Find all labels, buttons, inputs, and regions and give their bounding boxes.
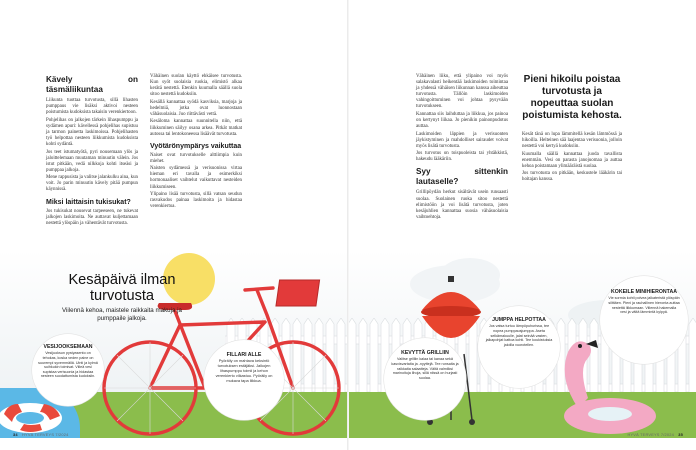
tip-text: Vie sormia kohti polvea jalkateristä ylöspäin silittäen. Pieni ja rauhallinen hieronta auttaa nestettä liikkumaan. Viilennä hakemalla vesi ja vältä lämmintä kylpyä. [608,296,680,315]
page-footer-left [13,432,69,437]
tip-title: JUMPPA HELPOTTAA [492,317,546,323]
article-column-4 [522,74,622,185]
article-column-2 [150,74,242,212]
feature-headline [47,273,197,322]
tip-text: Pyöräily on mahtava keksintö turvotuksen estäjäksi. Jalkojen lihaspumppu toimii ja kehon verenkierto vilkastuu. Pyöräily on mukava tapa liikkua. [215,358,273,383]
page-footer-right [628,432,684,437]
body-paragraph: Laskimoiden läppien ja verisuonten jäykistyminen ja mahdolliset sairaudet voivat myös lisätä turvotusta. [416,131,508,149]
page-gutter [347,0,349,450]
body-paragraph: Jos turvotusta on pitkään, keskustele lääkärin tai hoitajan kanssa. [522,171,622,183]
body-paragraph: Jos teet istumatyötä, pyri nousemaan ylös ja jaloittelemaan muutaman minuutin välein. Jos istut pitkään, vedä nilkkoja kohti itseäsi ja pumppaa jalkoja. [46,149,138,173]
body-paragraph: Kannattaa siis laihduttaa ja liikkua, jos painoa on kertynyt liikaa. Jo pienikin painonpudotus auttaa. [416,111,508,130]
section-heading: Miksi laittaisin tukisukat? [46,198,131,206]
body-paragraph: Grillipöydän herkut sisältävät usein runsaasti suolaa. Suolainen ruoka sitoo nestettä elimistöön ja voi lisätä turvotusta, joten kesäjuhlien kannattaa suosia vähäsuolaisia vaihtoehtoja. [416,190,508,220]
tip-title: FILLARI ALLE [226,352,262,358]
body-paragraph: Naiset ovat turvotukselle alttiimpia kuin miehet. [150,152,242,164]
article-column-1 [46,74,138,228]
body-paragraph: Jos tukisukat nousevat tarpeeseen, ne tukevat jalkojen laskimoita. Ne auttavat kuljettamaan nestettä ylöspäin ja vähentävät turvotusta. [46,208,138,226]
body-paragraph: Kesät tänä on lupa lämmitellä kesän lämmössä ja hikoilla. Helteinen sää laajentaa verisuonia, jolloin nestettä voi kertyä kudoksiin. [522,132,622,150]
body-paragraph: Naisten sydämessä ja verisuonissa virtaa hieman eri tavalla ja esimerkiksi hormonaaliset vaihtelut vaikuttavat nesteiden liikkumiseen. [150,166,242,190]
tip-bubble-grilli [384,338,466,420]
tip-bubble-fillari [204,340,284,420]
body-paragraph: Kuumalla säällä kannattaa juoda tavallista enemmän. Vesi on parasta janojuomaa ja auttaa kehoa poistamaan ylimääräistä suolaa. [522,151,622,169]
article-column-3 [416,74,508,222]
tip-text: Valitse grilliin kalaa tai kanaa sekä kasvisvartaita ja -nyyttejä. Tee runsaita ja raikkaita salaatteja. Vältä valmiiksi marinoituja lihoja, sillä niissä on hurjasti suolaa. [391,357,459,380]
pull-quote: Pieni hikoilu poistaa turvotusta ja nopeuttaa suolan poistumista kehosta. [522,74,622,121]
section-heading: Vyötärönympärys vaikuttaa [150,142,242,150]
body-paragraph: Ylipaino lisää turvotusta, sillä vatsan seudun rasvakudos painaa laskimoita ja hidastaa verenkiertoa. [150,192,242,210]
body-paragraph: Pohjelihas on jalkojen tärkein lihaspumppu ja sydämen apuri: kävellessä pohjelihas supistuu ja tarmon painetta laskimoissa. Pohjelihasten työ helpottaa nesteen liikkumista kudoksista kohti sydäntä. [46,117,138,148]
body-paragraph: Jos turvotus on toispuoleista tai yhtäkkistä, hakeudu lääkäriin. [416,151,508,163]
body-paragraph: Vähäinen liiku, että ylipaino voi myös salakavalasti heikentää laskimoiden toimintaa ja yhdessä vähäisen liikunnan kanssa aiheuttaa turvotusta. Tällöin laskimoiden vahingoittuminen voi johtaa pysyvään turvotukseen. [416,74,508,110]
page-number: 35 [678,432,683,437]
page-number: 34 [13,432,18,437]
tip-bubble-vesijooksu [32,334,104,406]
magazine-name: HYVÄ TERVEYS 7/2024 [627,432,674,437]
tip-bubble-jumppa [478,306,560,388]
tip-title: KOKEILE MINIHIERONTAA [611,289,677,295]
feature-subtitle: Viilennä kehoa, maistele raikkaita makuja ja pumppaile jalkoja. [62,307,182,322]
tip-text: Jos vatsa turtuu lämpöpuhurissa, tee nopea pumppausjumppa. Aseta selkämakuulle, jalat seinää vasten, jalkapohjat kattoa kohti. Tee koukistuksia jaloilla vuorotellen. [485,324,553,347]
tip-title: VESIJOOKSEMAAN [43,344,93,350]
body-paragraph: Vähäinen suolan käyttö ehkäisee turvotusta. Kun syöt suolaisia ruokia, elimistö alkaa kerätä nestettä. Etenkin kuumalla säällä suola sitoo nestettä kudoksiin. [150,74,242,98]
tip-title: KEVYTTÄ GRILLIIN [401,350,449,356]
section-heading: Syy sittenkin lautaselle? [416,167,508,187]
body-paragraph: Kesäloma kannattaa suunnitella niin, että liikkuminen säilyy osana arkea. Pitkät matkat autossa tai lentokoneessa lisäävät turvotusta. [150,119,242,137]
tip-text: Vesijuoksun pystyasento on tehokas, koska veden paine on suurempi syvemmällä. Uinti ja kylmä suihkukin toimivat. Viileä vesi supistaa verisuonia ja hidastaa nesteen suodattumista kudoksiin. [38,351,98,379]
body-paragraph: Mene rappusista ja valitse jalankulku aina, kun voit. Jo parin minuutin kävely pitää pumpun käynnissä. [46,175,138,193]
body-paragraph: Kesällä kannattaa syödä kasviksia, marjoja ja hedelmiä, jotka ovat luonnostaan vähäsuolaisia. Juo riittävästi vettä. [150,99,242,117]
tip-bubble-kokeile [600,276,688,364]
magazine-name: HYVÄ TERVEYS 7/2024 [22,432,69,437]
feature-title: Kesäpäivä ilman turvotusta [68,272,176,304]
section-heading: Kävely on täsmäliikuntaa [46,75,138,94]
body-paragraph: Liikunta tuottaa turvotusta, sillä lihasten pumppaus vie lisäksi aktivoi nesteen poistumista kudoksista takaisin verenkiertoon. [46,98,138,116]
